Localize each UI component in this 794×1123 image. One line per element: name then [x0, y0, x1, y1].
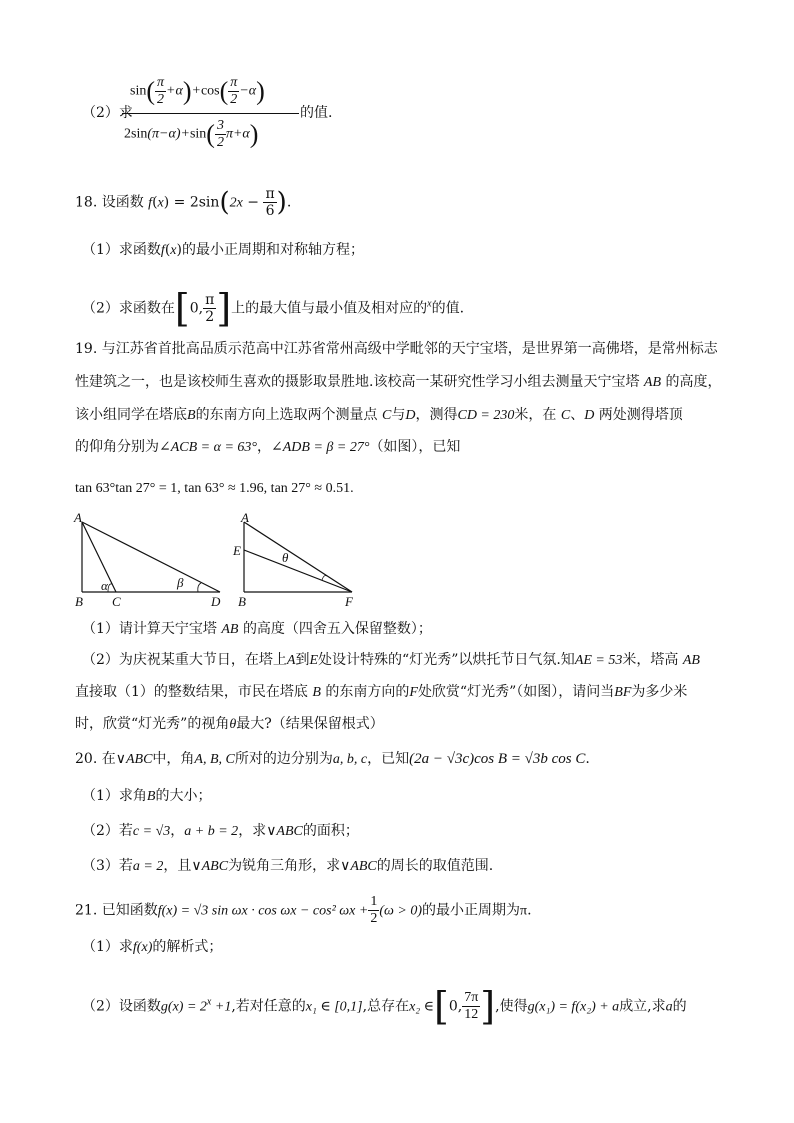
figure-triangle-abcd — [70, 510, 230, 610]
q21-part1: （1）求f(x)的解析式； — [82, 939, 223, 955]
fig2-label-b: B — [238, 594, 246, 609]
q20-stem: 20. 在∨ABC中，角A, B, C所对的边分别为a, b, c，已知(2a − √3c)cos B = √3b cos C. — [75, 751, 590, 767]
fig2-label-f: F — [345, 594, 353, 609]
fig1-label-alpha: α — [101, 578, 108, 593]
q19-line1: 19. 与江苏省首批高品质示范高中江苏省常州高级中学毗邻的天宁宝塔，是世界第一高佛塔，是常州标志 — [75, 341, 718, 357]
q20-part1: （1）求角B的大小； — [82, 788, 212, 804]
q19-part1: （1）请计算天宁宝塔 AB 的高度（四舍五入保留整数）； — [82, 621, 432, 637]
q21-part2: （2）设函数$g(x) = 2^x +1$,若对任意的x₁ ∈ [0,1],总存在x₂ ∈[0, $\frac{7\pi}{12}$ ],使得g(x₁) = f(x₂) + a成立,求a的 — [82, 984, 687, 1029]
fig1-label-c: C — [112, 594, 121, 609]
figure-triangle-abef — [232, 510, 362, 610]
q19-line4: 的仰角分别为∠ACB = α = 63°，∠ADB = β = 27°（如图），已知 — [75, 439, 461, 455]
fig1-angle-beta-arc — [198, 583, 201, 592]
fig1-label-a: A — [74, 510, 82, 525]
q21-stem: 21. 已知函数f(x) = √3 sin ωx · cos ωx − cos² ωx + $\frac{1}{2}$ (ω > 0)的最小正周期为π. — [75, 894, 532, 926]
fig1-label-beta: β — [177, 575, 184, 590]
fig2-segment-af — [244, 522, 352, 592]
q17-part2-label: （2）求 — [82, 105, 133, 121]
q19-part2-line2: 直接取（1）的整数结果，市民在塔底 B 的东南方向的F处欣赏“灯光秀”（如图），请问当BF为多少米 — [75, 684, 688, 700]
fig2-label-e: E — [233, 543, 241, 558]
fig2-label-a: A — [241, 510, 249, 525]
fig2-angle-theta-arc — [322, 576, 327, 581]
fig1-label-b: B — [75, 594, 83, 609]
fig1-segment-ac — [82, 522, 116, 592]
q20-part3: （3）若a = 2，且∨ABC为锐角三角形，求∨ABC的周长的取值范围. — [82, 858, 494, 874]
q17-denominator: 2sin(π−α)+sin( $\frac{3}{2}$ π+α) — [124, 118, 259, 150]
q18-part2: （2）求函数在[0, $\frac{\pi}{2}$ ]上的最大值与最小值及相对应的$^x$的值. — [82, 286, 465, 331]
fig2-label-theta: θ — [282, 550, 289, 565]
q17-numerator: sin( $\frac{\pi}{2}$ +α)+cos( $\frac{\pi}{2}$ −α) — [130, 75, 265, 107]
q18-part1: （1）求函数f(x)的最小正周期和对称轴方程； — [82, 242, 364, 258]
q17-fraction-bar — [122, 113, 299, 114]
q17-suffix: 的值. — [300, 105, 333, 121]
q19-line3: 该小组同学在塔底B的东南方向上选取两个测量点 C与D，测得CD = 230米，在 C、D 两处测得塔顶 — [75, 407, 683, 423]
q19-part2-line3: 时，欣赏“灯光秀”的视角θ最大?（结果保留根式） — [75, 716, 384, 732]
q20-part2: （2）若c = √3，a + b = 2，求∨ABC的面积； — [82, 823, 359, 839]
q19-line2: 性建筑之一，也是该校师生喜欢的摄影取景胜地.该校高一某研究性学习小组去测量天宁宝塔 AB 的高度， — [75, 374, 722, 390]
fig1-angle-alpha-arc — [108, 584, 112, 592]
q18-stem: 18. 设函数 f(x) = 2sin(2x − $\frac{\pi}{6}$ ). — [75, 186, 292, 219]
q19-part2-line1: （2）为庆祝某重大节日，在塔上A到E处设计特殊的“灯光秀”以烘托节日气氛.知AE = 53米，塔高 AB — [82, 652, 700, 668]
q19-line5: tan 63°tan 27° = 1, tan 63° ≈ 1.96, tan 27° ≈ 0.51. — [75, 481, 354, 496]
fig1-label-d: D — [211, 594, 221, 609]
